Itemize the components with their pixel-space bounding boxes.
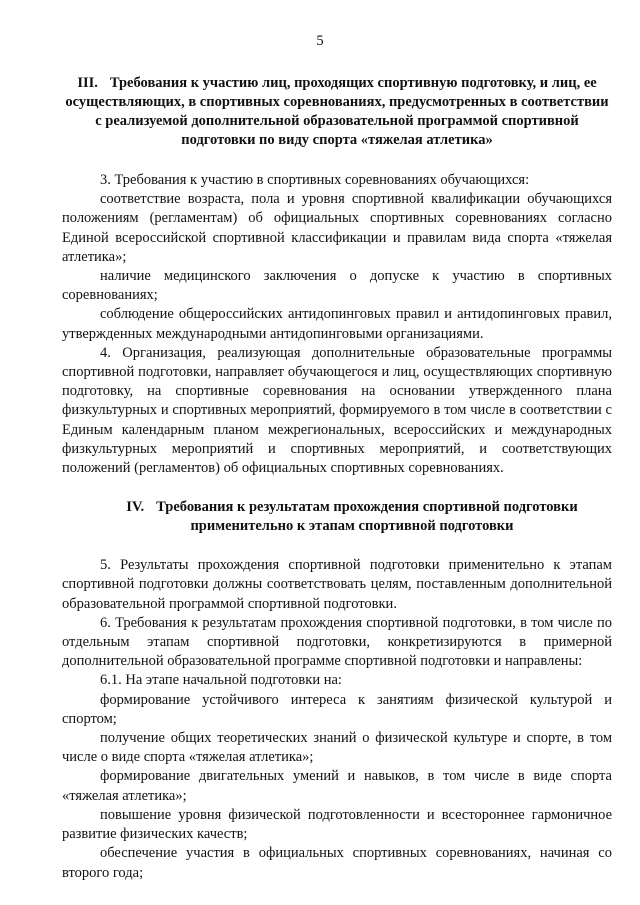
section-3-heading xyxy=(62,74,612,150)
paragraph: наличие медицинского заключения о допуске к участию в спортивных соревнованиях; xyxy=(62,268,612,304)
list-item: получение общих теоретических знаний о физической культуре и спорте, в том числе о виде спорта «тяжелая атлетика»; xyxy=(62,730,612,766)
list-item: формирование двигательных умений и навыков, в том числе в виде спорта «тяжелая атлетика»; xyxy=(62,768,612,804)
page-content xyxy=(62,74,612,883)
section-3-title: Требования к участию лиц, проходящих спортивную подготовку, и лиц, ее осуществляющих, в спортивных соревнованиях, предусмотренных в соответствии с реализуемой дополнительной образовательной программой спортивной подготовки по виду спорта «тяжелая атлетика» xyxy=(65,75,609,148)
paragraph: 5. Результаты прохождения спортивной подготовки применительно к этапам спортивной подготовки должны соответствовать целям, поставленным дополнительной образовательной программой спортивной подготовки. xyxy=(62,557,612,612)
paragraph: соблюдение общероссийских антидопинговых правил и антидопинговых правил, утвержденных международными антидопинговыми организациями. xyxy=(62,306,612,342)
list-item: обеспечение участия в официальных спортивных соревнованиях, начиная со второго года; xyxy=(62,845,612,881)
paragraph: соответствие возраста, пола и уровня спортивной квалификации обучающихся положениям (регламентам) об официальных спортивных соревнованиях согласно Единой всероссийской спортивной классификации и правилам вида спорта «тяжелая атлетика»; xyxy=(62,191,612,265)
paragraph: 6.1. На этапе начальной подготовки на: xyxy=(100,672,342,689)
section-3-number: III. xyxy=(77,75,98,91)
paragraph: 3. Требования к участию в спортивных соревнованиях обучающихся: xyxy=(100,172,530,188)
page-number: 5 xyxy=(316,33,324,49)
section-4-number: IV. xyxy=(126,499,145,516)
list-item: повышение уровня физической подготовленности и всестороннее гармоничное развитие физических качеств; xyxy=(62,806,612,843)
section-4-title: Требования к результатам прохождения спортивной подготовки применительно к этапам спортивной подготовки xyxy=(156,499,578,535)
section-4-heading xyxy=(62,498,612,536)
list-item: формирование устойчивого интереса к занятиям физической культурой и спортом; xyxy=(62,691,612,727)
paragraph: 4. Организация, реализующая дополнительные образовательные программы спортивной подготовки, направляет обучающегося и лиц, осуществляющих спортивную подготовку, на спортивные соревнования на основании утвержденного плана физкультурных и спортивных мероприятий, формируемого в том числе в соответствии с Единым календарным планом межрегиональных, всероссийских и международных физкультурных мероприятий и спортивных мероприятий, и соответствующих положений (регламентов) об официальных спортивных соревнованиях. xyxy=(62,344,612,477)
paragraph: 6. Требования к результатам прохождения спортивной подготовки, в том числе по отдельным этапам спортивной подготовки, конкретизируются в примерной дополнительной образовательной программе спортивной подготовки и направлены: xyxy=(62,614,612,670)
